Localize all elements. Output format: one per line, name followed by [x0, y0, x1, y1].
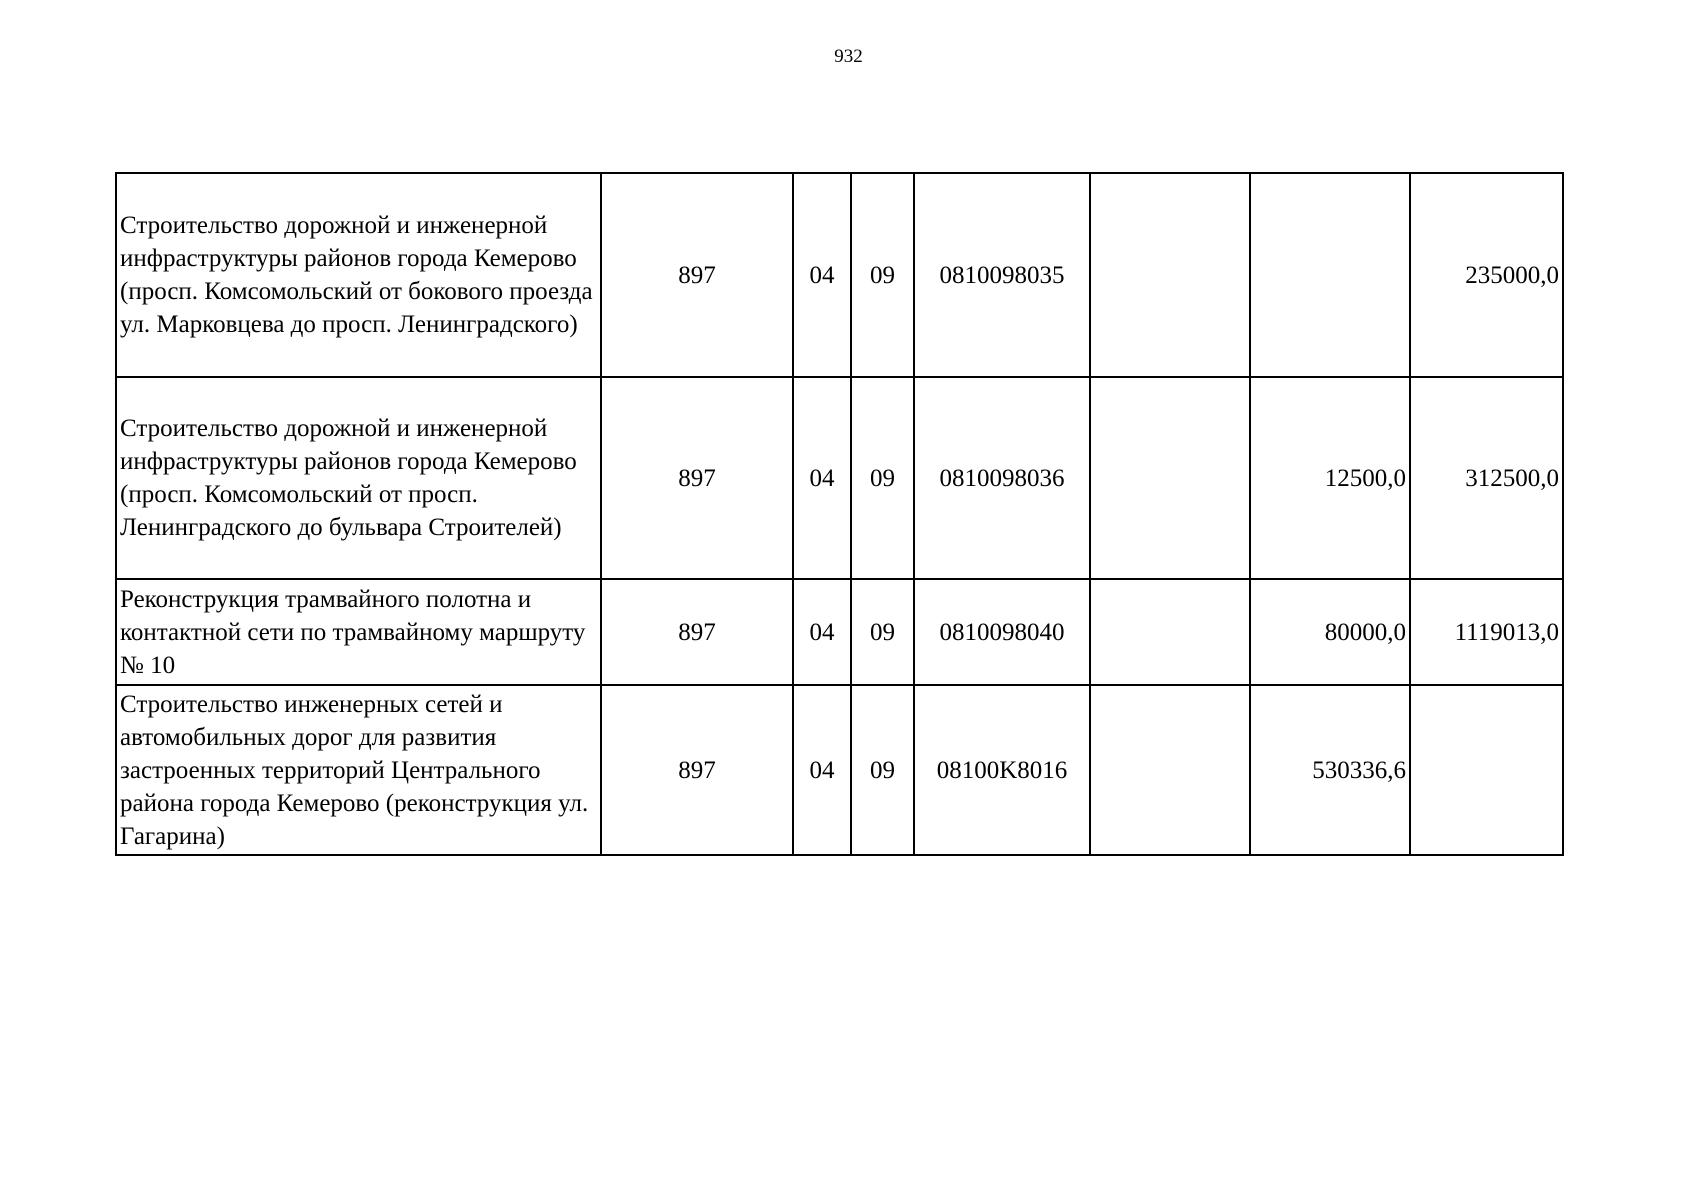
- department-code-cell: 897: [601, 173, 793, 377]
- target-article-cell: 0810098040: [914, 579, 1090, 685]
- amount-cell-1: [1250, 173, 1410, 377]
- amount-cell-2: 312500,0: [1410, 377, 1563, 579]
- expense-type-cell: [1090, 579, 1250, 685]
- target-article-cell: 0810098035: [914, 173, 1090, 377]
- row-name-cell: Строительство инженерных сетей и автомобильных дорог для развития застроенных территорий Центрального района города Кемерово (реконструкция ул. Гагарина): [116, 685, 601, 855]
- table-row: [116, 685, 1563, 855]
- expense-type-cell: [1090, 173, 1250, 377]
- row-name-cell: Строительство дорожной и инженерной инфраструктуры районов города Кемерово (просп. Комсомольский от бокового проезда ул. Марковцева до просп. Ленинградского): [116, 173, 601, 377]
- section-code-cell: 04: [793, 173, 851, 377]
- row-name-cell: Строительство дорожной и инженерной инфраструктуры районов города Кемерово (просп. Комсомольский от просп. Ленинградского до бульвара Строителей): [116, 377, 601, 579]
- department-code-cell: 897: [601, 377, 793, 579]
- target-article-cell: 0810098036: [914, 377, 1090, 579]
- department-code-cell: 897: [601, 579, 793, 685]
- section-code-cell: 04: [793, 377, 851, 579]
- subsection-code-cell: 09: [851, 579, 914, 685]
- section-code-cell: 04: [793, 579, 851, 685]
- section-code-cell: 04: [793, 685, 851, 855]
- amount-cell-1: 12500,0: [1250, 377, 1410, 579]
- subsection-code-cell: 09: [851, 377, 914, 579]
- table-row: [116, 173, 1563, 377]
- subsection-code-cell: 09: [851, 685, 914, 855]
- table-row: [116, 377, 1563, 579]
- amount-cell-1: 530336,6: [1250, 685, 1410, 855]
- target-article-cell: 08100K8016: [914, 685, 1090, 855]
- table-row: [116, 579, 1563, 685]
- row-name-cell: Реконструкция трамвайного полотна и контактной сети по трамвайному маршруту № 10: [116, 579, 601, 685]
- department-code-cell: 897: [601, 685, 793, 855]
- budget-table: [115, 172, 1564, 856]
- subsection-code-cell: 09: [851, 173, 914, 377]
- expense-type-cell: [1090, 377, 1250, 579]
- expense-type-cell: [1090, 685, 1250, 855]
- amount-cell-2: 235000,0: [1410, 173, 1563, 377]
- amount-cell-1: 80000,0: [1250, 579, 1410, 685]
- page-number: 932: [834, 46, 863, 67]
- amount-cell-2: 1119013,0: [1410, 579, 1563, 685]
- amount-cell-2: [1410, 685, 1563, 855]
